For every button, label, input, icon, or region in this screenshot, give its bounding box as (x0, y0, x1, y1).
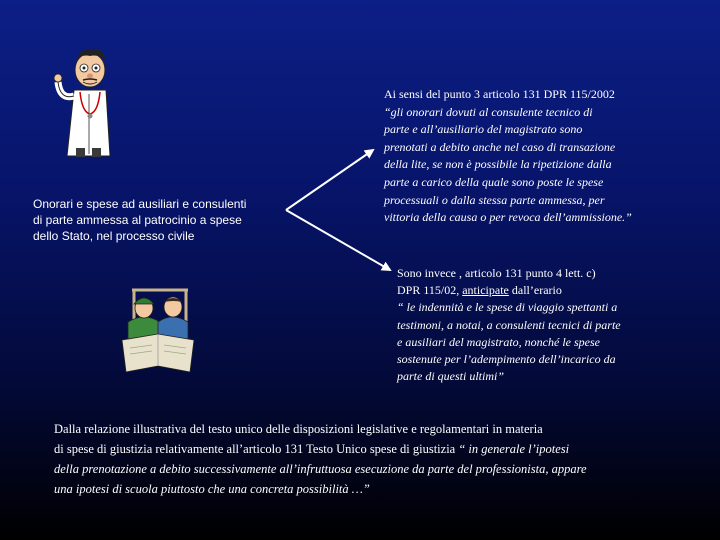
punto-3-quote (384, 86, 694, 227)
paragraph-line: della prenotazione a debito successivamente all’infruttuosa esecuzione da parte del professionista, appare (54, 462, 587, 476)
paragraph-line: Dalla relazione illustrativa del testo unico delle disposizioni legislative e regolamentari in materia (54, 422, 543, 436)
paragraph-line: una ipotesi di scuola piuttosto che una concreta possibilità …” (54, 482, 370, 496)
quote-line: prenotati a debito anche nel caso di transazione (384, 139, 616, 154)
invece-line: testimoni, a notai, a consulenti tecnici di parte (397, 317, 621, 332)
invece-line: parte di questi ultimi” (397, 369, 505, 384)
invece-line: “ le indennità e le spese di viaggio spettanti a (397, 300, 618, 315)
relazione-paragraph (54, 419, 714, 499)
invece-heading: Sono invece , articolo 131 punto 4 lett. c) (397, 266, 596, 280)
punto-4-quote (397, 265, 697, 385)
quote-line: processuali o dalla stessa parte ammessa, per (384, 192, 605, 207)
arrow-down-icon (286, 210, 390, 270)
arrow-up-icon (286, 150, 373, 210)
quote-line: parte a carico della quale sono poste le spese (384, 174, 604, 189)
quote-line: della lite, se non è possibile la ripetizione dalla (384, 157, 612, 172)
invece-line: e ausiliari del magistrato, nonché le spese (397, 334, 600, 349)
topic-line-2: di parte ammessa al patrocinio a spese (33, 213, 242, 227)
quote-line: “gli onorari dovuti al consulente tecnico di (384, 104, 593, 119)
quote-line: parte e all’ausiliario del magistrato sono (384, 122, 583, 137)
invece-line: sostenute per l’adempimento dell’incarico da (397, 352, 616, 367)
invece-subheading: DPR 115/02, anticipate dall’erario (397, 283, 562, 298)
quote-line: vittoria della causa o per revoca dell’ammissione.” (384, 210, 632, 225)
quote-heading: Ai sensi del punto 3 articolo 131 DPR 115/2002 (384, 87, 615, 101)
anticipate-word: anticipate (462, 283, 509, 298)
topic-line-3: dello Stato, nel processo civile (33, 229, 195, 243)
paragraph-line: di spese di giustizia relativamente all’articolo 131 Testo Unico spese di giustizia “ in generale l’ipotesi (54, 442, 570, 456)
topic-line-1: Onorari e spese ad ausiliari e consulenti (33, 197, 247, 211)
